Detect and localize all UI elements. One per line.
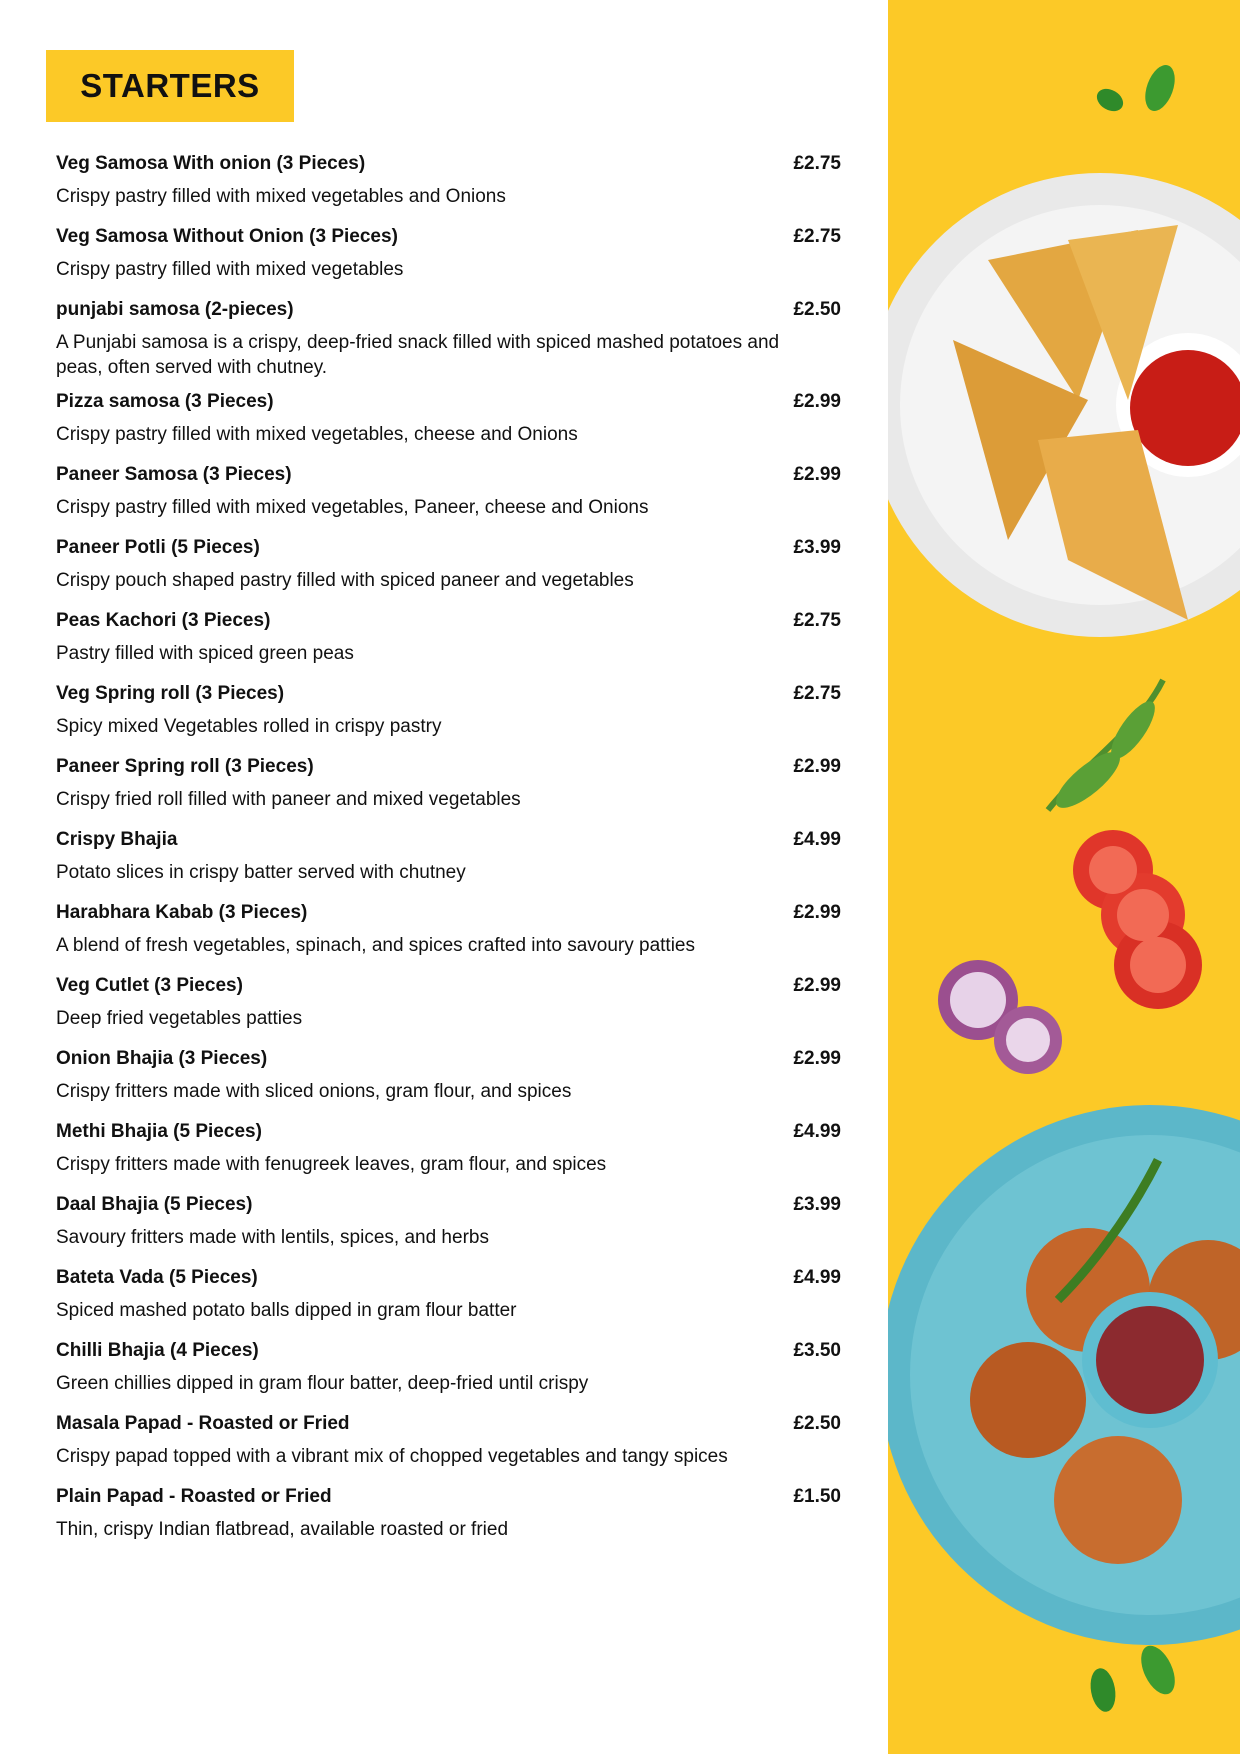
arugula-icon bbox=[1048, 680, 1163, 816]
section-title: STARTERS bbox=[80, 67, 260, 104]
menu-item-name: Daal Bhajia (5 Pieces) bbox=[56, 1194, 253, 1215]
menu-item bbox=[56, 294, 841, 380]
menu-item bbox=[56, 1189, 841, 1256]
menu-item bbox=[56, 1116, 841, 1183]
menu-item-price: £4.99 bbox=[793, 1267, 841, 1288]
menu-item-header bbox=[56, 970, 841, 1002]
menu-item bbox=[56, 1335, 841, 1402]
menu-item-name: Methi Bhajia (5 Pieces) bbox=[56, 1121, 262, 1142]
menu-item-header bbox=[56, 148, 841, 180]
menu-item-name: Paneer Samosa (3 Pieces) bbox=[56, 464, 292, 485]
menu-item-price: £2.50 bbox=[793, 299, 841, 320]
menu-item-description: Spicy mixed Vegetables rolled in crispy pastry bbox=[56, 716, 442, 737]
menu-list bbox=[56, 144, 841, 1554]
menu-item-price: £2.75 bbox=[793, 683, 841, 704]
basil-leaves-bottom-icon bbox=[1087, 1641, 1181, 1714]
tomato-slices-icon bbox=[1073, 830, 1202, 1009]
menu-item-name: punjabi samosa (2-pieces) bbox=[56, 299, 294, 320]
menu-item-name: Harabhara Kabab (3 Pieces) bbox=[56, 902, 308, 923]
menu-item-header bbox=[56, 1335, 841, 1367]
menu-item-name: Veg Samosa With onion (3 Pieces) bbox=[56, 153, 366, 174]
menu-item-header bbox=[56, 897, 841, 929]
menu-item-description: Potato slices in crispy batter served with chutney bbox=[56, 862, 466, 883]
menu-item-name: Chilli Bhajia (4 Pieces) bbox=[56, 1340, 259, 1361]
menu-item-header bbox=[56, 1262, 841, 1294]
menu-item-price: £2.99 bbox=[793, 1048, 841, 1069]
menu-item-price: £3.99 bbox=[793, 1194, 841, 1215]
menu-item-header bbox=[56, 386, 841, 418]
menu-item-name: Masala Papad - Roasted or Fried bbox=[56, 1413, 350, 1434]
menu-item bbox=[56, 751, 841, 818]
menu-item bbox=[56, 605, 841, 672]
menu-item-description: Crispy papad topped with a vibrant mix of chopped vegetables and tangy spices bbox=[56, 1446, 728, 1467]
menu-item-name: Peas Kachori (3 Pieces) bbox=[56, 610, 271, 631]
menu-item-header bbox=[56, 824, 841, 856]
menu-item-price: £2.99 bbox=[793, 391, 841, 412]
menu-item-description: Green chillies dipped in gram flour batter, deep-fried until crispy bbox=[56, 1373, 589, 1394]
menu-item-price: £2.75 bbox=[793, 226, 841, 247]
menu-item-header bbox=[56, 751, 841, 783]
menu-item-name: Veg Spring roll (3 Pieces) bbox=[56, 683, 285, 704]
menu-item bbox=[56, 824, 841, 891]
menu-item bbox=[56, 1043, 841, 1110]
menu-item-price: £2.75 bbox=[793, 610, 841, 631]
decorative-side-panel bbox=[888, 0, 1240, 1754]
menu-item bbox=[56, 221, 841, 288]
menu-item-price: £2.75 bbox=[793, 153, 841, 174]
menu-item-description: Pastry filled with spiced green peas bbox=[56, 643, 354, 664]
menu-item-description: Deep fried vegetables patties bbox=[56, 1008, 303, 1029]
menu-item-price: £3.99 bbox=[793, 537, 841, 558]
menu-item-name: Plain Papad - Roasted or Fried bbox=[56, 1486, 332, 1507]
menu-item-name: Bateta Vada (5 Pieces) bbox=[56, 1267, 258, 1288]
menu-item-name: Onion Bhajia (3 Pieces) bbox=[56, 1048, 268, 1069]
bhajia-plate-icon bbox=[888, 1105, 1240, 1645]
samosa-plate-icon bbox=[888, 173, 1240, 637]
menu-item bbox=[56, 970, 841, 1037]
menu-item-name: Pizza samosa (3 Pieces) bbox=[56, 391, 274, 412]
menu-item-price: £1.50 bbox=[793, 1486, 841, 1507]
menu-item-header bbox=[56, 532, 841, 564]
menu-item-price: £2.99 bbox=[793, 902, 841, 923]
menu-item-name: Crispy Bhajia bbox=[56, 829, 178, 850]
menu-item-header bbox=[56, 678, 841, 710]
menu-item-header bbox=[56, 1043, 841, 1075]
menu-item-header bbox=[56, 1116, 841, 1148]
menu-item-price: £4.99 bbox=[793, 1121, 841, 1142]
menu-item-price: £3.50 bbox=[793, 1340, 841, 1361]
menu-item-header bbox=[56, 1408, 841, 1440]
menu-item-name: Paneer Potli (5 Pieces) bbox=[56, 537, 260, 558]
menu-item-price: £2.50 bbox=[793, 1413, 841, 1434]
menu-item-price: £2.99 bbox=[793, 975, 841, 996]
menu-item-description: Crispy fritters made with sliced onions, gram flour, and spices bbox=[56, 1081, 572, 1102]
menu-item-name: Veg Samosa Without Onion (3 Pieces) bbox=[56, 226, 398, 247]
menu-item-description: A blend of fresh vegetables, spinach, and spices crafted into savoury patties bbox=[56, 935, 695, 956]
menu-item-description: Crispy fried roll filled with paneer and mixed vegetables bbox=[56, 789, 521, 810]
menu-item bbox=[56, 1481, 841, 1548]
menu-item bbox=[56, 532, 841, 599]
menu-item bbox=[56, 897, 841, 964]
menu-item-description: Crispy pouch shaped pastry filled with spiced paneer and vegetables bbox=[56, 570, 634, 591]
menu-item-header bbox=[56, 605, 841, 637]
menu-item bbox=[56, 148, 841, 215]
menu-item-description: Thin, crispy Indian flatbread, available roasted or fried bbox=[56, 1519, 509, 1540]
menu-item-description: Crispy fritters made with fenugreek leaves, gram flour, and spices bbox=[56, 1154, 607, 1175]
menu-item-header bbox=[56, 294, 841, 326]
menu-item-header bbox=[56, 1481, 841, 1513]
menu-item-header bbox=[56, 221, 841, 253]
onion-rings-icon bbox=[938, 960, 1062, 1074]
menu-item bbox=[56, 459, 841, 526]
menu-item-price: £4.99 bbox=[793, 829, 841, 850]
menu-item-name: Veg Cutlet (3 Pieces) bbox=[56, 975, 243, 996]
menu-item-description: A Punjabi samosa is a crispy, deep-fried snack filled with spiced mashed potatoes and peas, often served with chutney. bbox=[56, 332, 780, 378]
menu-item bbox=[56, 386, 841, 453]
menu-item-price: £2.99 bbox=[793, 756, 841, 777]
menu-item-description: Crispy pastry filled with mixed vegetables, Paneer, cheese and Onions bbox=[56, 497, 649, 518]
menu-item-description: Savoury fritters made with lentils, spices, and herbs bbox=[56, 1227, 489, 1248]
menu-item bbox=[56, 1408, 841, 1475]
menu-item-description: Spiced mashed potato balls dipped in gram flour batter bbox=[56, 1300, 517, 1321]
food-illustrations bbox=[888, 0, 1240, 1754]
section-title-box bbox=[46, 50, 294, 122]
menu-item-header bbox=[56, 459, 841, 491]
menu-item-description: Crispy pastry filled with mixed vegetables and Onions bbox=[56, 186, 506, 207]
menu-item-description: Crispy pastry filled with mixed vegetables bbox=[56, 259, 404, 280]
menu-item bbox=[56, 1262, 841, 1329]
menu-item bbox=[56, 678, 841, 745]
menu-item-header bbox=[56, 1189, 841, 1221]
menu-item-description: Crispy pastry filled with mixed vegetables, cheese and Onions bbox=[56, 424, 578, 445]
menu-item-price: £2.99 bbox=[793, 464, 841, 485]
menu-item-name: Paneer Spring roll (3 Pieces) bbox=[56, 756, 314, 777]
basil-leaves-top-icon bbox=[1093, 61, 1181, 116]
